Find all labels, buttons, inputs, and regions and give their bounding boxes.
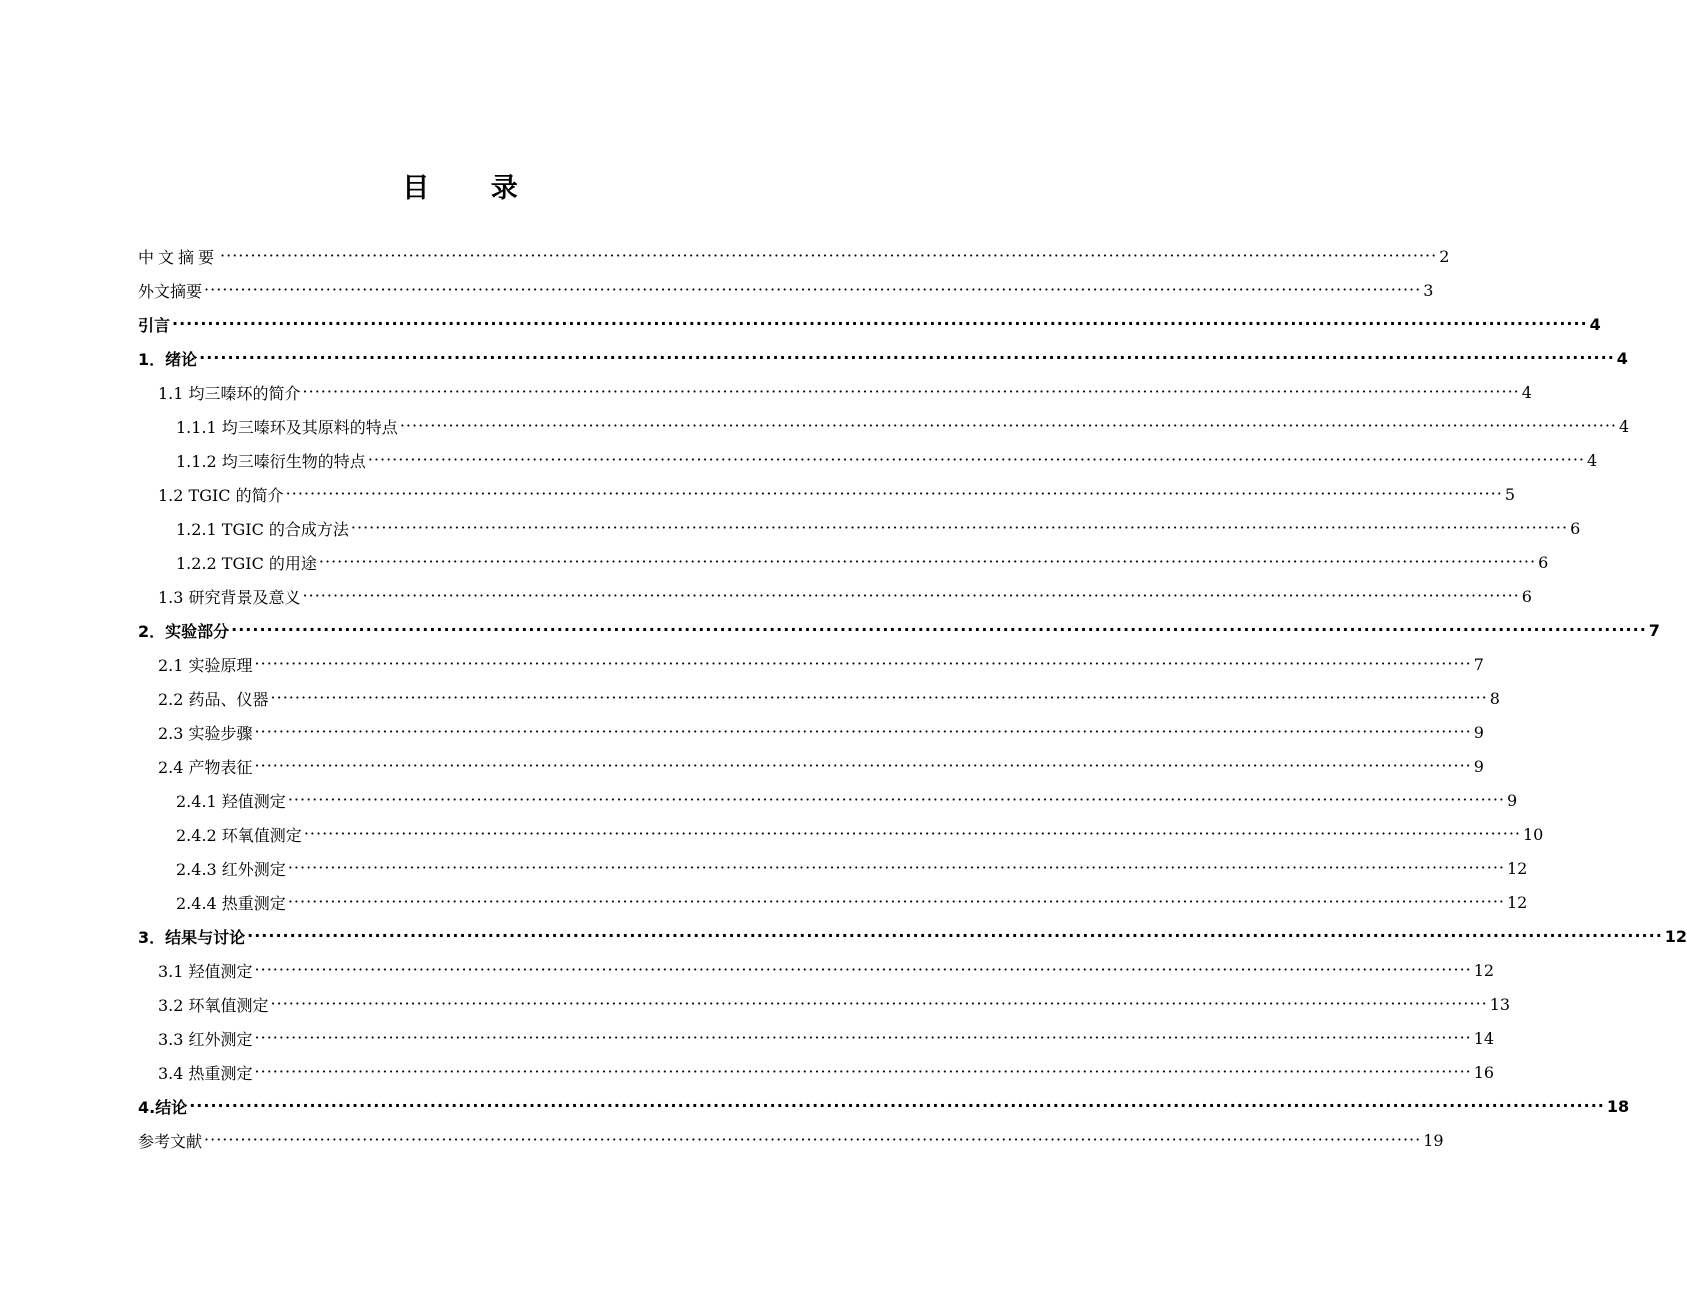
- dot-leader: ········································································································································································································: [270, 688, 1488, 707]
- toc-entry[interactable]: [138, 783, 1518, 817]
- toc-entry[interactable]: [138, 341, 1628, 375]
- toc-page-number: 6: [1570, 518, 1581, 538]
- dot-leader: ········································································································································································································: [254, 722, 1472, 741]
- toc-page-number: 3: [1423, 280, 1434, 300]
- toc-page-number: 4: [1587, 450, 1598, 470]
- toc-page-number: 12: [1507, 858, 1528, 878]
- toc-entry[interactable]: [138, 987, 1511, 1021]
- dot-leader: ········································································································································································································: [254, 756, 1472, 775]
- toc-page-number: 6: [1521, 586, 1532, 606]
- toc-entry[interactable]: [138, 409, 1630, 443]
- toc-page-number: 4: [1521, 382, 1532, 402]
- dot-leader: ········································································································································································································: [254, 960, 1472, 979]
- toc-page-number: 14: [1473, 1028, 1495, 1048]
- toc-entry[interactable]: [138, 239, 1454, 273]
- toc-entry[interactable]: [138, 953, 1495, 987]
- toc-entry-text: 3.1 羟值测定: [158, 961, 253, 981]
- dot-leader: ········································································································································································································: [254, 654, 1472, 673]
- toc-page-number: 5: [1504, 484, 1516, 504]
- dot-leader: ········································································································································································································: [350, 518, 1569, 537]
- toc-entry-text: 1.2.1 TGIC 的合成方法: [176, 519, 349, 539]
- toc-entry-text: 2.2 药品、仪器: [158, 689, 269, 709]
- toc-entry[interactable]: [138, 273, 1434, 307]
- dot-leader: ········································································································································································································: [254, 1028, 1472, 1047]
- toc-entry-text: 2．实验部分: [138, 621, 230, 641]
- toc-entry-text: 1.1 均三嗪环的简介: [158, 383, 301, 403]
- toc-entry-text: 中文摘要: [138, 247, 219, 267]
- toc-page-number: 19: [1423, 1130, 1444, 1150]
- dot-leader: ········································································································································································································: [287, 790, 1505, 809]
- toc-entry[interactable]: [138, 851, 1528, 885]
- dot-leader: ········································································································································································································: [287, 858, 1505, 877]
- toc-page-number: 9: [1473, 756, 1484, 776]
- toc-page-number: 8: [1489, 688, 1500, 708]
- toc-entry[interactable]: [138, 511, 1581, 545]
- toc-page-number: 12: [1664, 926, 1687, 946]
- toc-entry-text: 1.2 TGIC 的简介: [158, 485, 284, 505]
- toc-entry-text: 3.4 热重测定: [158, 1063, 253, 1083]
- toc-entry[interactable]: [138, 613, 1660, 647]
- toc-entry-text: 参考文献: [138, 1131, 203, 1151]
- dot-leader: ········································································································································································································: [318, 552, 1537, 571]
- dot-leader: ········································································································································································································: [189, 1096, 1605, 1115]
- toc-entry-text: 1.1.1 均三嗪环及其原料的特点: [176, 417, 398, 437]
- dot-leader: ········································································································································································································: [204, 280, 1422, 299]
- toc-entry-text: 1.1.2 均三嗪衍生物的特点: [176, 451, 366, 471]
- toc-entry-text: 3.3 红外测定: [158, 1029, 253, 1049]
- toc-page-number: 16: [1473, 1062, 1495, 1082]
- page-title: 目 录: [402, 173, 544, 204]
- dot-leader: ········································································································································································································: [254, 1062, 1472, 1081]
- toc-entry[interactable]: [138, 1021, 1495, 1055]
- toc-entry[interactable]: [138, 1123, 1444, 1157]
- toc-page-number: 4: [1616, 348, 1628, 368]
- dot-leader: ········································································································································································································: [247, 926, 1663, 945]
- dot-leader: ········································································································································································································: [204, 1130, 1422, 1149]
- toc-entry-text: 2.1 实验原理: [158, 655, 253, 675]
- toc-entry[interactable]: [138, 1055, 1495, 1089]
- toc-entry[interactable]: [138, 1089, 1630, 1123]
- dot-leader: ········································································································································································································: [302, 382, 1520, 401]
- toc-entry-text: 2.4.2 环氧值测定: [176, 825, 302, 845]
- toc-entry-text: 2.4.1 羟值测定: [176, 791, 286, 811]
- toc-page-number: 4: [1619, 416, 1630, 436]
- toc-page-number: 12: [1473, 960, 1495, 980]
- toc-page-number: 13: [1489, 994, 1511, 1014]
- toc-entry-text: 2.4.3 红外测定: [176, 859, 286, 879]
- toc-entry[interactable]: [138, 579, 1532, 613]
- toc-entry[interactable]: [138, 715, 1484, 749]
- toc-entry-text: 引言: [138, 315, 171, 335]
- toc-page-number: 12: [1507, 892, 1528, 912]
- toc-entry[interactable]: [138, 817, 1544, 851]
- toc-entry[interactable]: [138, 477, 1516, 511]
- dot-leader: ········································································································································································································: [399, 416, 1617, 435]
- toc-page-number: 9: [1507, 790, 1518, 810]
- dot-leader: ········································································································································································································: [303, 824, 1521, 843]
- toc-page-number: 18: [1606, 1096, 1630, 1116]
- dot-leader: ········································································································································································································: [287, 892, 1505, 911]
- dot-leader: ········································································································································································································: [285, 484, 1503, 503]
- toc-entry-text: 外文摘要: [138, 281, 203, 301]
- toc-entry-text: 3．结果与讨论: [138, 927, 246, 947]
- toc-entry-text: 2.3 实验步骤: [158, 723, 253, 743]
- toc-entry[interactable]: [138, 885, 1528, 919]
- toc-entry[interactable]: [138, 545, 1549, 579]
- toc-entry-text: 2.4 产物表征: [158, 757, 253, 777]
- table-of-contents: [138, 239, 1687, 1157]
- toc-page-number: 7: [1473, 654, 1484, 674]
- toc-page-number: 9: [1473, 722, 1484, 742]
- dot-leader: ········································································································································································································: [302, 586, 1520, 605]
- dot-leader: ········································································································································································································: [367, 450, 1585, 469]
- toc-page-number: 4: [1589, 314, 1601, 334]
- toc-entry-text: 3.2 环氧值测定: [158, 995, 269, 1015]
- toc-entry-text: 1.3 研究背景及意义: [158, 587, 301, 607]
- dot-leader: ········································································································································································································: [199, 348, 1615, 367]
- toc-entry[interactable]: [138, 443, 1598, 477]
- dot-leader: ········································································································································································································: [172, 314, 1588, 333]
- toc-page-number: 6: [1538, 552, 1549, 572]
- toc-page-number: 7: [1648, 620, 1660, 640]
- toc-entry-text: 4.结论: [138, 1097, 188, 1117]
- toc-entry[interactable]: [138, 919, 1687, 953]
- dot-leader: ········································································································································································································: [270, 994, 1488, 1013]
- toc-entry[interactable]: [138, 647, 1484, 681]
- toc-entry-text: 2.4.4 热重测定: [176, 893, 286, 913]
- toc-entry-text: 1.2.2 TGIC 的用途: [176, 553, 317, 573]
- dot-leader: ········································································································································································································: [220, 246, 1438, 265]
- toc-page-number: 2: [1439, 246, 1454, 266]
- toc-entry[interactable]: [138, 681, 1500, 715]
- dot-leader: ········································································································································································································: [231, 620, 1647, 639]
- toc-entry-text: 1．绪论: [138, 349, 198, 369]
- toc-entry[interactable]: [138, 749, 1484, 783]
- toc-page-number: 10: [1523, 824, 1544, 844]
- toc-entry[interactable]: [138, 375, 1532, 409]
- toc-entry[interactable]: [138, 307, 1601, 341]
